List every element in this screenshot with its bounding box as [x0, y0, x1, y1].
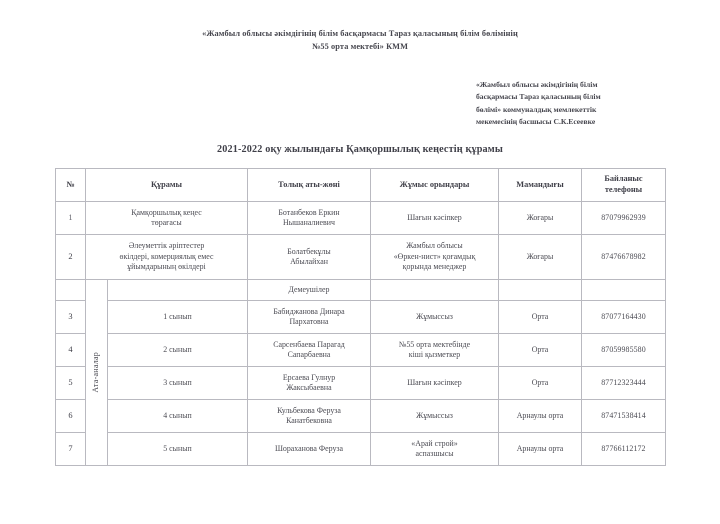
cell-workplace	[371, 301, 499, 334]
addressee-line-2: басқармасы Тараз қаласының білім	[476, 92, 601, 102]
cell-role	[86, 235, 248, 280]
table-row	[56, 334, 666, 367]
cell-phone: 87712323444	[582, 367, 666, 400]
sponsors-label-role	[108, 280, 248, 301]
header-full-name: Толық аты-жөні	[248, 169, 371, 202]
cell-work-line-1: Шағын кәсіпкер	[407, 377, 462, 387]
header-workplace: Жұмыс орындары	[371, 169, 499, 202]
cell-work-line-2: аспазшысы	[415, 449, 454, 458]
cell-role-line-3: ұйымдарының өкілдері	[127, 262, 206, 272]
roster-table-container	[55, 168, 665, 466]
cell-specialty: Жоғары	[499, 202, 582, 235]
cell-phone: 87471538414	[582, 400, 666, 433]
cell-phone: 87079962939	[582, 202, 666, 235]
cell-role-line-2: төрағасы	[151, 218, 182, 227]
header-phone	[582, 169, 666, 202]
cell-role-line-1: 1 сынып	[163, 311, 192, 321]
cell-role	[108, 334, 248, 367]
cell-no: 1	[56, 202, 86, 235]
sponsors-spacer-work	[371, 280, 499, 301]
cell-role	[108, 433, 248, 466]
cell-name-line-1: Ботанбеков Еркин	[278, 207, 340, 217]
cell-full-name	[248, 202, 371, 235]
cell-no: 6	[56, 400, 86, 433]
cell-phone: 87476678982	[582, 235, 666, 280]
table-row	[56, 235, 666, 280]
cell-work-line-1: №55 орта мектебінде	[398, 339, 471, 349]
cell-specialty: Арнаулы орта	[499, 400, 582, 433]
cell-name-line-1: Шораханова Феруза	[274, 443, 344, 453]
letterhead-line-1: «Жамбыл облысы әкімдігінің білім басқармасы Тараз қаласының білім бөлімінің	[202, 29, 518, 38]
cell-name-line-2: Жаксыбаевна	[286, 383, 332, 392]
sponsors-separator-row	[56, 280, 666, 301]
letterhead	[0, 28, 720, 54]
table-row	[56, 400, 666, 433]
table-row	[56, 202, 666, 235]
cell-name-line-1: Сарсенбаева Парагад	[273, 339, 345, 349]
sponsors-spacer-no	[56, 280, 86, 301]
cell-role-line-1: 4 сынып	[163, 410, 192, 420]
header-phone-line-2: телефоны	[604, 185, 643, 194]
cell-name-line-1: Ерсаева Гулнур	[282, 372, 336, 382]
cell-no: 2	[56, 235, 86, 280]
cell-phone: 87077164430	[582, 301, 666, 334]
cell-no: 4	[56, 334, 86, 367]
addressee-line-1: «Жамбыл облысы әкімдігінің білім	[476, 80, 598, 89]
header-phone-line-1: Байланыс	[604, 174, 643, 184]
cell-name-line-2: Нышаналиевич	[283, 218, 335, 227]
cell-no: 7	[56, 433, 86, 466]
table-row	[56, 433, 666, 466]
cell-role-line-1: 5 сынып	[163, 443, 192, 453]
cell-name-line-2: Сапарбаевна	[287, 350, 331, 359]
cell-workplace	[371, 334, 499, 367]
cell-work-line-2: кіші қызметкер	[408, 350, 461, 359]
addressee-block	[476, 79, 686, 128]
table-row	[56, 367, 666, 400]
cell-work-line-1: Жұмыссыз	[416, 410, 453, 420]
cell-role-line-1: 2 сынып	[163, 344, 192, 354]
cell-workplace	[371, 202, 499, 235]
cell-specialty: Орта	[499, 367, 582, 400]
table-row	[56, 301, 666, 334]
cell-role-line-2: өкілдері, комерциялық емес	[119, 251, 214, 261]
cell-workplace	[371, 433, 499, 466]
cell-name-line-2: Пархатовна	[289, 317, 329, 326]
cell-name-line-2: Абылайхан	[290, 257, 328, 266]
cell-work-line-3: қорында менеджер	[402, 262, 467, 272]
cell-work-line-1: Жұмыссыз	[416, 311, 453, 321]
roster-table	[55, 168, 666, 466]
cell-role-line-1: Қамқоршылық кеңес	[131, 207, 202, 217]
table-header-row	[56, 169, 666, 202]
cell-workplace	[371, 400, 499, 433]
page-title: 2021-2022 оқу жылындағы Қамқоршылық кеңестің құрамы	[217, 144, 503, 155]
cell-work-line-2: «Өркен-нист» қоғамдық	[393, 251, 476, 261]
cell-name-line-1: Бабиджанова Динара	[273, 306, 345, 316]
addressee-line-4: мекемесінің басшысы С.К.Есеевке	[476, 116, 596, 126]
cell-full-name	[248, 334, 371, 367]
cell-full-name	[248, 433, 371, 466]
sponsors-spacer-phone	[582, 280, 666, 301]
header-specialty: Мамандығы	[499, 169, 582, 202]
addressee-line-3: бөлімі» коммуналдық мемлекеттік	[476, 104, 597, 114]
cell-name-line-1: Кульбекова Феруза	[277, 405, 341, 415]
cell-name-line-1: Болатбекұлы	[287, 246, 331, 256]
cell-full-name	[248, 367, 371, 400]
cell-workplace	[371, 235, 499, 280]
cell-work-line-1: Жамбыл облысы	[406, 241, 463, 251]
cell-specialty: Орта	[499, 334, 582, 367]
parents-vertical-label-cell	[86, 280, 108, 466]
sponsors-label: Демеушілер	[248, 280, 371, 301]
header-no: №	[56, 169, 86, 202]
cell-no: 5	[56, 367, 86, 400]
cell-role	[108, 400, 248, 433]
cell-role	[86, 202, 248, 235]
letterhead-line-2: №55 орта мектебі» КММ	[311, 41, 409, 51]
cell-specialty: Жоғары	[499, 235, 582, 280]
cell-full-name	[248, 400, 371, 433]
cell-no: 3	[56, 301, 86, 334]
cell-work-line-1: «Арай строй»	[411, 438, 458, 448]
cell-full-name	[248, 301, 371, 334]
cell-role-line-1: Әлеуметтік әріптестер	[128, 241, 205, 251]
cell-role	[108, 301, 248, 334]
cell-workplace	[371, 367, 499, 400]
cell-role	[108, 367, 248, 400]
cell-role-line-1: 3 сынып	[163, 377, 192, 387]
cell-specialty: Орта	[499, 301, 582, 334]
cell-work-line-1: Шағын кәсіпкер	[407, 212, 462, 222]
cell-phone: 87766112172	[582, 433, 666, 466]
cell-phone: 87059985580	[582, 334, 666, 367]
cell-full-name	[248, 235, 371, 280]
parents-vertical-label: Ата-аналар	[91, 352, 101, 393]
cell-name-line-2: Канатбековна	[286, 416, 332, 425]
cell-specialty: Арнаулы орта	[499, 433, 582, 466]
sponsors-spacer-spec	[499, 280, 582, 301]
header-composition: Құрамы	[86, 169, 248, 202]
